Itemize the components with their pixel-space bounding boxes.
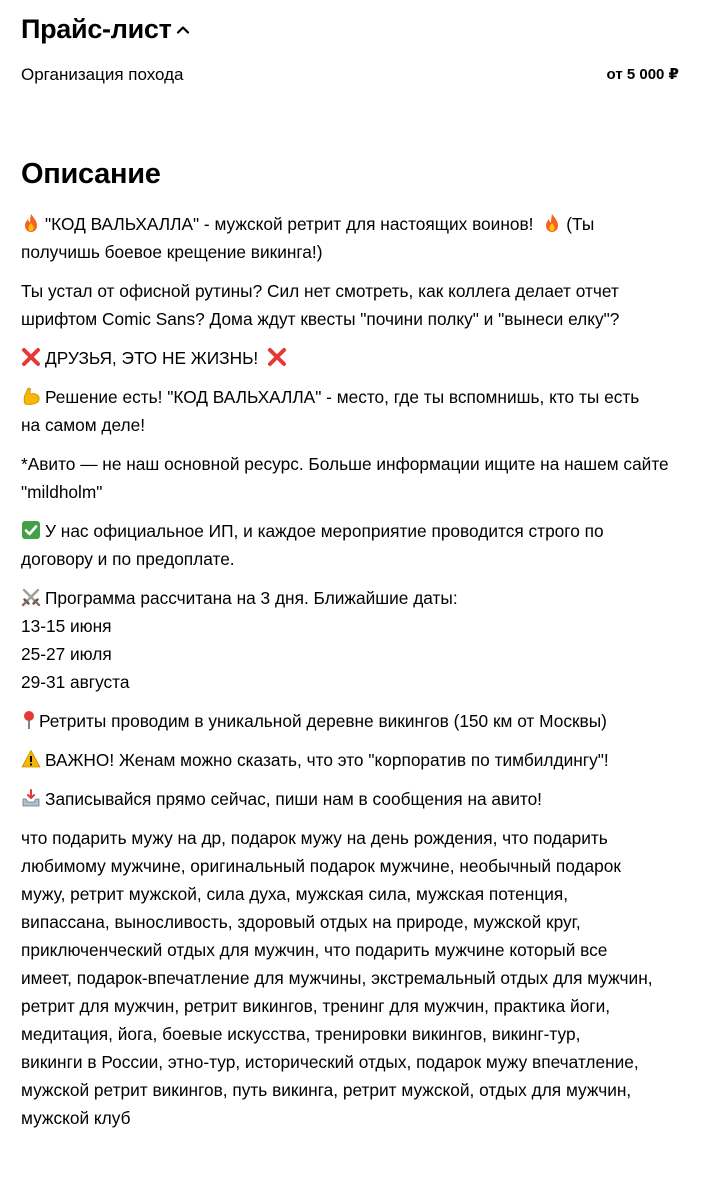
round-pushpin-icon [21, 710, 37, 730]
tags-line: мужу, ретрит мужской, сила духа, мужская сила, мужская потенция, [21, 884, 569, 904]
description-paragraph [21, 746, 721, 774]
tags-line: викинги в России, этно-тур, исторический отдых, подарок мужу впечатление, [21, 1052, 639, 1072]
description-p8: Ретриты проводим в уникальной деревне викингов (150 км от Москвы) [39, 711, 607, 731]
description-paragraph [21, 210, 721, 266]
crossed-swords-icon [21, 587, 41, 607]
description-p10: Записывайся прямо сейчас, пиши нам в сообщения на авито! [45, 789, 542, 809]
description-paragraph [21, 383, 721, 439]
check-mark-button-icon [21, 520, 41, 540]
description-paragraph [21, 344, 721, 372]
fire-icon [542, 213, 562, 233]
tags-line: приключенческий отдых для мужчин, что подарить мужчине который все [21, 940, 608, 960]
description-body [21, 210, 721, 1143]
description-title: Описание [21, 158, 161, 190]
description-p2-line2: шрифтом Comic Sans? Дома ждут квесты "почини полку" и "вынеси елку"? [21, 309, 620, 329]
description-p5-line2: "mildholm" [21, 482, 103, 502]
tags-line: ретрит для мужчин, ретрит викингов, тренинг для мужчин, практика йоги, [21, 996, 611, 1016]
tags-line: медитация, йога, боевые искусства, тренировки викингов, викинг-тур, [21, 1024, 581, 1044]
date-item: 25-27 июля [21, 644, 112, 664]
description-p6-line1: У нас официальное ИП, и каждое мероприятие проводится строго по [45, 521, 604, 541]
description-paragraph [21, 584, 721, 696]
description-p1-line2: получишь боевое крещение викинга!) [21, 242, 323, 262]
description-p1-line1-tail: (Ты [566, 214, 595, 234]
description-p4-line2: на самом деле! [21, 415, 145, 435]
description-paragraph [21, 277, 721, 333]
tags-line: випассана, выносливость, здоровый отдых на природе, мужской круг, [21, 912, 581, 932]
warning-icon [21, 749, 41, 769]
date-item: 29-31 августа [21, 672, 130, 692]
description-paragraph [21, 450, 721, 506]
tags-line: мужской клуб [21, 1108, 131, 1128]
price-item-name: Организация похода [21, 65, 184, 84]
price-list-item [21, 62, 679, 88]
price-item-value: от 5 000 ₽ [606, 66, 679, 83]
cross-mark-icon [267, 347, 287, 367]
tags-line: что подарить мужу на др, подарок мужу на день рождения, что подарить [21, 828, 608, 848]
fire-icon [21, 213, 41, 233]
flexed-biceps-icon [21, 386, 41, 406]
price-list-title: Прайс-лист [21, 14, 172, 44]
tags-line: любимому мужчине, оригинальный подарок мужчине, необычный подарок [21, 856, 621, 876]
description-p4-line1: Решение есть! "КОД ВАЛЬХАЛЛА" - место, где ты вспомнишь, кто ты есть [45, 387, 640, 407]
chevron-up-icon [176, 23, 190, 37]
inbox-tray-icon [21, 788, 41, 808]
description-paragraph [21, 707, 721, 735]
description-p1-line1: "КОД ВАЛЬХАЛЛА" - мужской ретрит для настоящих воинов! [45, 214, 534, 234]
description-paragraph [21, 517, 721, 573]
description-p3: ДРУЗЬЯ, ЭТО НЕ ЖИЗНЬ! [45, 348, 259, 368]
price-list-toggle[interactable] [21, 10, 190, 48]
description-p5-line1: *Авито — не наш основной ресурс. Больше информации ищите на нашем сайте [21, 454, 669, 474]
description-p9: ВАЖНО! Женам можно сказать, что это "корпоратив по тимбилдингу"! [45, 750, 609, 770]
tags-line: имеет, подарок-впечатление для мужчины, экстремальный отдых для мужчин, [21, 968, 653, 988]
description-p2-line1: Ты устал от офисной рутины? Сил нет смотреть, как коллега делает отчет [21, 281, 619, 301]
cross-mark-icon [21, 347, 41, 367]
description-paragraph [21, 785, 721, 813]
tags-line: мужской ретрит викингов, путь викинга, ретрит мужской, отдых для мужчин, [21, 1080, 632, 1100]
description-p6-line2: договору и по предоплате. [21, 549, 235, 569]
description-tags [21, 824, 721, 1132]
description-p7-line1: Программа рассчитана на 3 дня. Ближайшие даты: [45, 588, 458, 608]
date-item: 13-15 июня [21, 616, 112, 636]
